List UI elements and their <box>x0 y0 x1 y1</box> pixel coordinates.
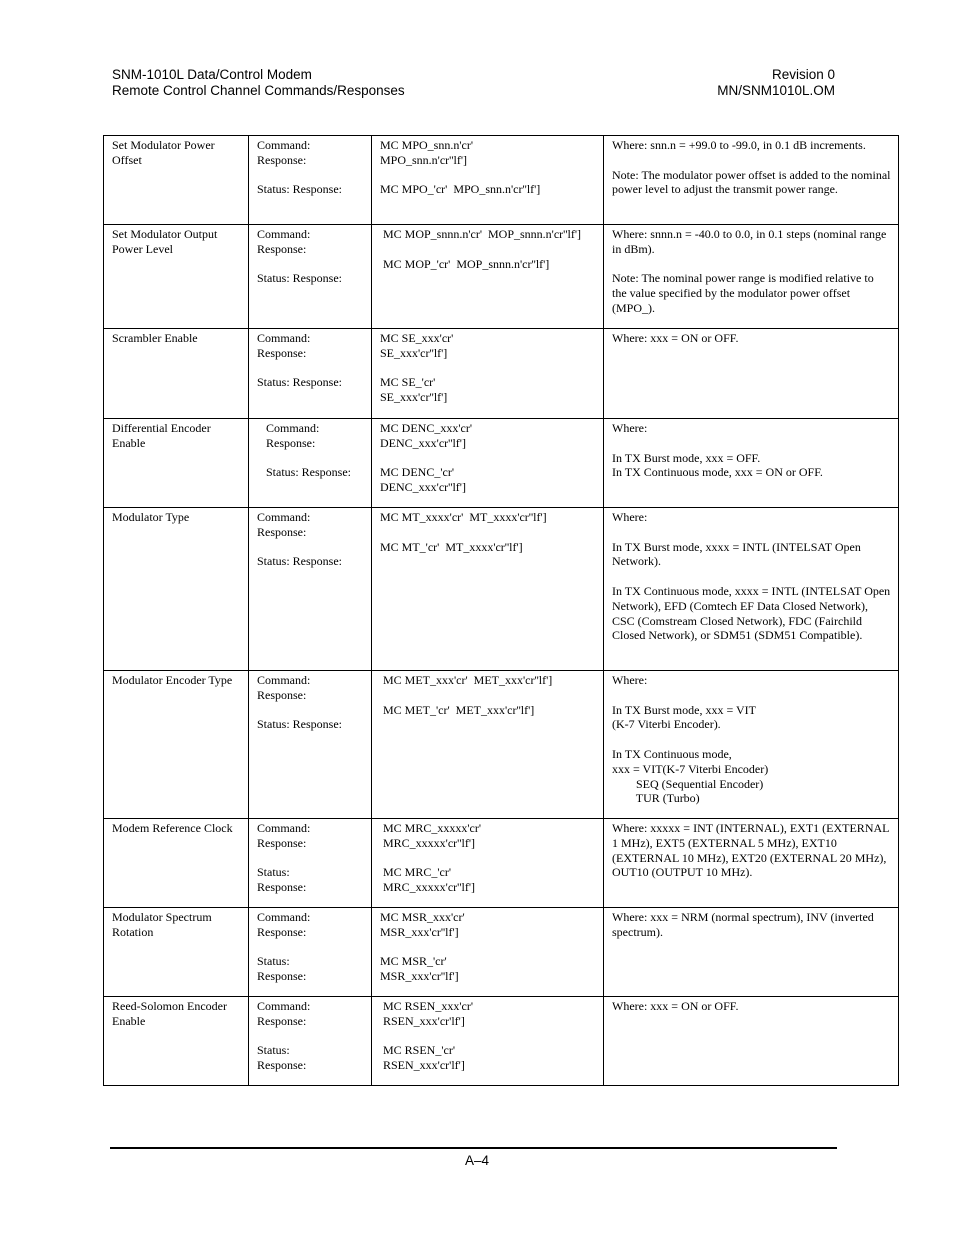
description-line: In TX Burst mode, xxx = OFF. <box>612 450 761 465</box>
description-line: In TX Continuous mode, xxxx = INTL (INTELSAT Open Network), EFD (Comtech EF Data Closed Network), CSC (Comstream Closed Network), FDC (Fairchild Closed Network), or SDM51 (SDM51 Compatible). <box>612 583 891 643</box>
description-line: Where: <box>612 421 648 435</box>
syntax-cell <box>372 419 604 508</box>
syntax-line <box>380 851 596 866</box>
description-line <box>612 436 891 451</box>
description-cell <box>604 225 899 329</box>
message-type-line: Response: <box>257 435 316 450</box>
message-type-line <box>257 940 364 955</box>
message-type-cell <box>249 908 372 997</box>
parameter-name: Reed-Solomon Encoder Enable <box>112 999 227 1028</box>
syntax-cell <box>372 136 604 225</box>
description-line: (K-7 Viterbi Encoder). <box>612 717 721 732</box>
description-cell <box>604 997 899 1086</box>
syntax-cell <box>372 997 604 1086</box>
syntax-line: MC DENC_'cr' <box>380 465 454 480</box>
syntax-line: MSR_xxx'cr''lf'] <box>380 924 459 939</box>
message-type-cell <box>249 329 372 419</box>
description-line <box>612 569 891 584</box>
message-type-line: Status: Response: <box>257 271 343 286</box>
section-title: Remote Control Channel Commands/Responses <box>112 83 405 98</box>
table-row <box>104 671 899 819</box>
message-type-line: Command: <box>257 821 311 835</box>
message-type-line: Response: <box>257 969 307 984</box>
message-type-line: Response: <box>257 1058 307 1073</box>
syntax-line <box>380 168 596 183</box>
syntax-line <box>380 940 596 955</box>
description-line: xxx = VIT(K-7 Viterbi Encoder) <box>612 761 769 776</box>
syntax-cell <box>372 225 604 329</box>
description-line <box>612 257 891 272</box>
message-type-cell <box>249 819 372 908</box>
syntax-line: RSEN_xxx'cr'lf'] <box>380 1013 465 1028</box>
message-type-line <box>257 851 364 866</box>
syntax-line: SE_xxx'cr''lf'] <box>380 390 448 405</box>
syntax-line: MC MSR_xxx'cr' <box>380 910 465 924</box>
syntax-cell <box>372 671 604 819</box>
message-type-line: Status: Response: <box>257 465 352 480</box>
parameter-name-cell <box>104 908 249 997</box>
syntax-cell <box>372 908 604 997</box>
description-line: In TX Continuous mode, xxx = ON or OFF. <box>612 465 823 480</box>
syntax-line <box>380 1029 596 1044</box>
parameter-name: Modulator Encoder Type <box>112 673 233 687</box>
message-type-line: Status: Response: <box>257 375 343 390</box>
message-type-line: Response: <box>257 924 307 939</box>
parameter-name-cell <box>104 997 249 1086</box>
parameter-name: Set Modulator Power Offset <box>112 138 215 167</box>
page-number: A–4 <box>464 1153 490 1168</box>
syntax-line: MC MRC_'cr' <box>380 865 451 880</box>
syntax-line <box>380 525 596 540</box>
revision-label: Revision 0 <box>771 67 835 82</box>
message-type-line: Status: <box>257 1043 290 1058</box>
description-cell <box>604 819 899 908</box>
message-type-line: Response: <box>257 880 307 895</box>
table-row <box>104 225 899 329</box>
syntax-line: MC SE_xxx'cr' <box>380 331 454 345</box>
message-type-line: Command: <box>257 227 311 241</box>
message-type-line: Response: <box>257 835 307 850</box>
message-type-line: Status: Response: <box>257 554 343 569</box>
manual-title: SNM-1010L Data/Control Modem <box>112 67 312 82</box>
parameter-name: Differential Encoder Enable <box>112 421 211 450</box>
message-type-line <box>257 257 364 272</box>
syntax-line: RSEN_xxx'cr'lf'] <box>380 1058 465 1073</box>
description-line: Where: xxxxx = INT (INTERNAL), EXT1 (EXTERNAL 1 MHz), EXT5 (EXTERNAL 5 MHz), EXT10 (EXTERNAL 10 MHz), EXT20 (EXTERNAL 20 MHz), OUT10 (OUTPUT 10 MHz). <box>612 821 890 880</box>
syntax-line: MC SE_'cr' <box>380 375 436 390</box>
message-type-line: Response: <box>257 1013 307 1028</box>
description-line: Where: <box>612 673 648 687</box>
syntax-line: MC MET_xxx'cr' MET_xxx'cr''lf'] <box>380 673 553 687</box>
table-row <box>104 136 899 225</box>
syntax-line: MC RSEN_xxx'cr' <box>380 999 473 1013</box>
message-type-line <box>257 540 364 555</box>
syntax-line: MC RSEN_'cr' <box>380 1043 455 1058</box>
syntax-line: MPO_snn.n'cr''lf'] <box>380 152 467 167</box>
description-line: Note: The nominal power range is modified relative to the value specified by the modulator power offset (MPO_). <box>612 271 874 315</box>
message-type-cell <box>249 419 372 508</box>
message-type-line: Response: <box>257 687 307 702</box>
command-table-body <box>104 136 899 1086</box>
parameter-name-cell <box>104 329 249 419</box>
table-row <box>104 997 899 1086</box>
description-line: Where: <box>612 510 648 524</box>
description-line <box>612 525 891 540</box>
message-type-line: Command: <box>257 510 311 524</box>
table-row <box>104 508 899 671</box>
message-type-cell <box>249 136 372 225</box>
parameter-name-cell <box>104 508 249 671</box>
message-type-cell <box>249 225 372 329</box>
message-type-line <box>257 168 364 183</box>
syntax-line: MRC_xxxxx'cr''lf'] <box>380 880 475 895</box>
message-type-line: Response: <box>257 241 307 256</box>
syntax-cell <box>372 508 604 671</box>
syntax-line: MC MT_'cr' MT_xxxx'cr''lf'] <box>380 539 523 554</box>
parameter-name: Modem Reference Clock <box>112 821 233 835</box>
syntax-line: MC MOP_'cr' MOP_snnn.n'cr''lf'] <box>380 256 550 271</box>
syntax-line: MC MOP_snnn.n'cr' MOP_snnn.n'cr''lf'] <box>380 227 581 241</box>
description-cell <box>604 136 899 225</box>
parameter-name: Modulator Type <box>112 510 190 524</box>
parameter-name: Set Modulator Output Power Level <box>112 227 218 256</box>
syntax-line: MC MPO_snn.n'cr' <box>380 138 473 152</box>
syntax-line <box>380 361 596 376</box>
description-cell <box>604 419 899 508</box>
table-row <box>104 908 899 997</box>
running-header-left <box>112 67 405 99</box>
parameter-name-cell <box>104 819 249 908</box>
parameter-name: Scrambler Enable <box>112 331 198 345</box>
syntax-line: MSR_xxx'cr''lf'] <box>380 969 459 984</box>
table-row <box>104 419 899 508</box>
description-line: Where: snn.n = +99.0 to -99.0, in 0.1 dB increments. <box>612 138 866 152</box>
syntax-line: MC MPO_'cr' MPO_snn.n'cr''lf'] <box>380 182 541 197</box>
syntax-line: MC MRC_xxxxx'cr' <box>380 821 481 835</box>
syntax-line: DENC_xxx'cr''lf'] <box>380 435 466 450</box>
syntax-line: SE_xxx'cr''lf'] <box>380 345 448 360</box>
footer-rule <box>110 1147 837 1149</box>
syntax-cell <box>372 329 604 419</box>
message-type-line: Command: <box>257 999 311 1013</box>
message-type-line: Status: Response: <box>257 182 343 197</box>
message-type-line: Status: Response: <box>257 717 343 732</box>
description-line: In TX Burst mode, xxxx = INTL (INTELSAT Open Network). <box>612 539 861 569</box>
description-line: Where: snnn.n = -40.0 to 0.0, in 0.1 steps (nominal range in dBm). <box>612 227 887 256</box>
table-row <box>104 819 899 908</box>
description-line: In TX Burst mode, xxx = VIT <box>612 702 756 717</box>
description-line <box>612 688 891 703</box>
running-header-right <box>600 67 835 99</box>
parameter-name-cell <box>104 671 249 819</box>
description-line: Where: xxx = ON or OFF. <box>612 331 739 345</box>
description-line: Note: The modulator power offset is added to the nominal power level to adjust the transmit power range. <box>612 167 891 197</box>
syntax-line: MC MSR_'cr' <box>380 954 447 969</box>
description-cell <box>604 908 899 997</box>
description-line: In TX Continuous mode, <box>612 746 732 761</box>
message-type-line: Status: <box>257 954 290 969</box>
syntax-line <box>380 451 596 466</box>
syntax-line: MC MET_'cr' MET_xxx'cr''lf'] <box>380 702 535 717</box>
description-line <box>612 732 891 747</box>
parameter-name-cell <box>104 225 249 329</box>
parameter-name: Modulator Spectrum Rotation <box>112 910 212 939</box>
description-line: Where: xxx = ON or OFF. <box>612 999 739 1013</box>
description-line <box>612 153 891 168</box>
syntax-line <box>380 242 596 257</box>
syntax-cell <box>372 819 604 908</box>
command-table <box>103 135 899 1086</box>
message-type-line: Command: <box>257 138 311 152</box>
table-row <box>104 329 899 419</box>
message-type-line <box>257 1029 364 1044</box>
message-type-line: Response: <box>257 152 307 167</box>
syntax-line: DENC_xxx'cr''lf'] <box>380 480 466 495</box>
message-type-line <box>257 451 364 466</box>
parameter-name-cell <box>104 136 249 225</box>
description-cell <box>604 508 899 671</box>
message-type-cell <box>249 997 372 1086</box>
message-type-line: Command: <box>257 910 311 924</box>
message-type-line: Command: <box>257 331 311 345</box>
message-type-line: Status: <box>257 865 290 880</box>
message-type-cell <box>249 508 372 671</box>
description-line: Where: xxx = NRM (normal spectrum), INV (inverted spectrum). <box>612 910 874 939</box>
message-type-line <box>257 361 364 376</box>
syntax-line: MC MT_xxxx'cr' MT_xxxx'cr''lf'] <box>380 510 547 524</box>
description-cell <box>604 671 899 819</box>
parameter-name-cell <box>104 419 249 508</box>
message-type-line: Command: <box>257 421 320 435</box>
message-type-line: Response: <box>257 345 307 360</box>
message-type-line <box>257 703 364 718</box>
message-type-line: Command: <box>257 673 311 687</box>
syntax-line <box>380 688 596 703</box>
description-line: TUR (Turbo) <box>612 791 700 806</box>
message-type-line: Response: <box>257 524 307 539</box>
description-line: SEQ (Sequential Encoder) <box>612 776 764 791</box>
syntax-line: MRC_xxxxx'cr''lf'] <box>380 835 475 850</box>
description-cell <box>604 329 899 419</box>
document-number: MN/SNM1010L.OM <box>717 83 835 98</box>
syntax-line: MC DENC_xxx'cr' <box>380 421 472 435</box>
message-type-cell <box>249 671 372 819</box>
